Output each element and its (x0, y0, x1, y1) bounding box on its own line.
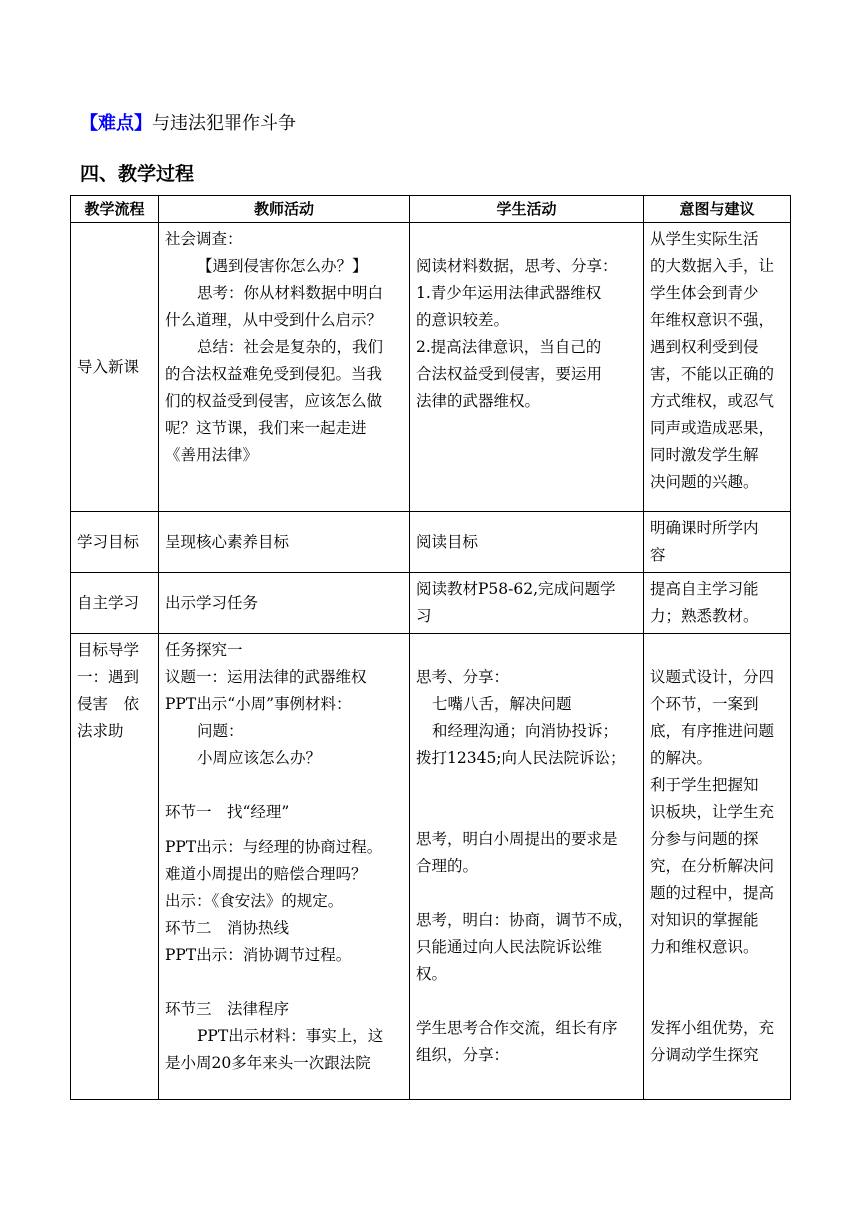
student-line: 思考，明白小周提出的要求是 (416, 830, 618, 848)
step-title: 环节一 找“经理” (165, 803, 290, 821)
question-label: 问题： (197, 722, 244, 740)
header-intent: 意图与建议 (644, 196, 791, 223)
student-line: 只能通过向人民法院诉讼维 (416, 938, 603, 956)
student-cell (410, 223, 644, 512)
student-line: 拨打12345;向人民法院诉讼； (416, 749, 626, 767)
question-text: 小周应该怎么办？ (197, 749, 322, 767)
header-teacher: 教师活动 (159, 196, 410, 223)
intent-line: 从学生实际生活 (650, 230, 759, 248)
step-title: 环节二 消协热线 (165, 919, 290, 937)
student-cell: 阅读目标 (410, 512, 644, 573)
teacher-line: 什么道理，从中受到什么启示？ (165, 311, 383, 329)
student-line: 阅读教材P58-62,完成问题学 (416, 580, 616, 598)
intent-line: 分参与问题的探 (650, 830, 759, 848)
teacher-line: 社会调查： (165, 230, 243, 248)
intent-cell (644, 634, 791, 1100)
teaching-process-table (70, 195, 791, 1100)
flow-cell: 学习目标 (71, 512, 159, 573)
student-line: 学生思考合作交流，组长有序 (416, 1019, 618, 1037)
teacher-cell: 出示学习任务 (159, 573, 410, 634)
intent-line: 年维权意识不强， (650, 311, 775, 329)
intent-line: 对知识的掌握能 (650, 911, 759, 929)
table-header-row (71, 196, 791, 223)
intent-line: 力和维权意识。 (650, 938, 759, 956)
teacher-line: 呢？这节课，我们来一起走进 (165, 419, 367, 437)
student-line: 和经理沟通；向消协投诉； (432, 722, 619, 740)
student-line: 法律的武器维权。 (416, 392, 541, 410)
student-line: 2.提高法律意识，当自己的 (416, 338, 602, 356)
intent-line: 明确课时所学内 (650, 519, 759, 537)
intent-line: 发挥小组优势，充 (650, 1019, 775, 1037)
flow-cell: 导入新课 (71, 223, 159, 512)
student-line: 习 (416, 607, 432, 625)
intent-line: 容 (650, 546, 666, 564)
intent-cell (644, 573, 791, 634)
intent-line: 同时激发学生解 (650, 446, 759, 464)
intent-line: 议题式设计，分四 (650, 668, 775, 686)
student-line: 思考、分享： (416, 668, 510, 686)
section-heading: 四、教学过程 (80, 163, 195, 185)
student-line: 七嘴八舌，解决问题 (432, 695, 572, 713)
student-line: 1.青少年运用法律武器维权 (416, 284, 602, 302)
intent-line: 究，在分析解决问 (650, 857, 775, 875)
student-cell (410, 573, 644, 634)
header-student: 学生活动 (410, 196, 644, 223)
intent-line: 分调动学生探究 (650, 1046, 759, 1064)
table-row (71, 512, 791, 573)
student-line: 思考，明白：协商，调节不成， (416, 911, 634, 929)
teacher-line: 们的权益受到侵害，应该怎么做 (165, 392, 383, 410)
teacher-line: PPT出示材料：事实上，这 (197, 1027, 384, 1045)
flow-line: 一：遇到 (77, 668, 140, 686)
student-cell (410, 634, 644, 1100)
intent-line: 方式维权，或忍气 (650, 392, 775, 410)
intent-line: 遇到权利受到侵 (650, 338, 759, 356)
intent-line: 个环节，一案到 (650, 695, 759, 713)
teacher-cell (159, 223, 410, 512)
teacher-cell: 呈现核心素养目标 (159, 512, 410, 573)
student-line: 阅读材料数据，思考、分享： (416, 257, 618, 275)
student-line: 权。 (416, 965, 448, 983)
teacher-line: 是小周20多年来头一次跟法院 (165, 1054, 371, 1072)
intent-line: 力；熟悉教材。 (650, 607, 759, 625)
table-row (71, 223, 791, 512)
intent-cell (644, 223, 791, 512)
teacher-line: 难道小周提出的赔偿合理吗？ (165, 865, 367, 883)
teacher-cell (159, 634, 410, 1100)
intent-line: 学生体会到青少 (650, 284, 759, 302)
flow-line: 侵害 依 (77, 695, 140, 713)
difficulty-text: 与违法犯罪作斗争 (152, 113, 296, 134)
intent-line: 决问题的兴趣。 (650, 473, 759, 491)
teacher-line: 总结：社会是复杂的，我们 (197, 338, 384, 356)
header-flow: 教学流程 (71, 196, 159, 223)
table-row (71, 634, 791, 1100)
teacher-line: PPT出示：消协调节过程。 (165, 946, 352, 964)
teacher-line: 《善用法律》 (165, 446, 259, 464)
step-title: 环节三 法律程序 (165, 1000, 290, 1018)
teacher-line: PPT出示：与经理的协商过程。 (165, 838, 383, 856)
flow-cell: 自主学习 (71, 573, 159, 634)
teacher-line: 【遇到侵害你怎么办？】 (197, 257, 368, 275)
flow-line: 法求助 (77, 722, 124, 740)
table-row (71, 573, 791, 634)
intent-line: 底，有序推进问题 (650, 722, 775, 740)
teacher-line: 的合法权益难免受到侵犯。当我 (165, 365, 383, 383)
intent-line: 害，不能以正确的 (650, 365, 775, 383)
intent-line: 提高自主学习能 (650, 580, 759, 598)
intent-line: 题的过程中，提高 (650, 884, 775, 902)
difficulty-line (80, 112, 296, 136)
intent-line: 同声或造成恶果， (650, 419, 775, 437)
flow-cell (71, 634, 159, 1100)
student-line: 的意识较差。 (416, 311, 510, 329)
topic-title: 议题一：运用法律的武器维权 (165, 668, 367, 686)
teacher-line: 思考：你从材料数据中明白 (197, 284, 384, 302)
intent-line: 的大数据入手，让 (650, 257, 775, 275)
teacher-line: PPT出示“小周”事例材料： (165, 695, 352, 713)
flow-line: 目标导学 (77, 641, 140, 659)
student-line: 组织，分享： (416, 1046, 510, 1064)
task-title: 任务探究一 (165, 641, 243, 659)
intent-line: 的解决。 (650, 749, 713, 767)
intent-line: 识板块，让学生充 (650, 803, 775, 821)
intent-line: 利于学生把握知 (650, 776, 759, 794)
intent-cell (644, 512, 791, 573)
difficulty-label: 【难点】 (80, 113, 152, 134)
teacher-line: 出示：《食安法》的规定。 (165, 892, 344, 910)
student-line: 合法权益受到侵害，要运用 (416, 365, 603, 383)
student-line: 合理的。 (416, 857, 479, 875)
